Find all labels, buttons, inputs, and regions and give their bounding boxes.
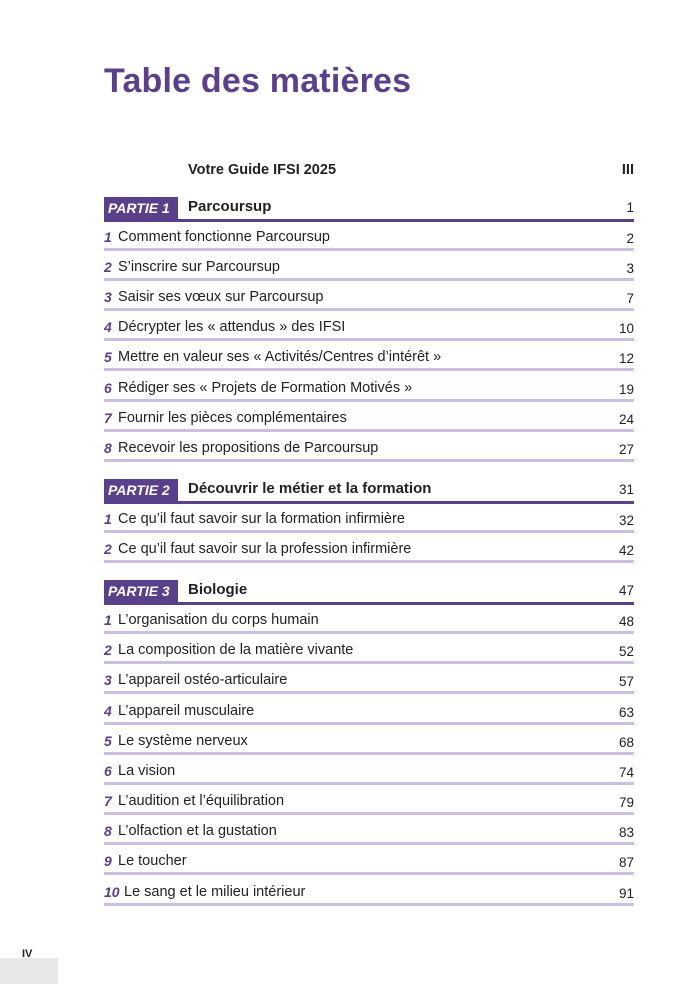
- chapter-number: 9: [104, 853, 112, 869]
- toc-chapter-row[interactable]: [104, 732, 634, 755]
- chapter-title: L’audition et l’équilibration: [118, 793, 285, 809]
- chapter-page: 42: [618, 543, 634, 558]
- chapter-title: Recevoir les propositions de Parcoursup: [118, 440, 379, 456]
- toc-intro-entry[interactable]: [104, 160, 634, 182]
- toc-chapter-row[interactable]: [104, 288, 634, 311]
- chapter-page: 74: [618, 765, 634, 780]
- chapter-page: 87: [618, 855, 634, 870]
- chapter-number: 1: [104, 612, 112, 628]
- intro-label: Votre Guide IFSI 2025: [188, 162, 337, 178]
- chapter-page: 2: [626, 231, 634, 246]
- chapter-number: 8: [104, 823, 112, 839]
- chapter-title: Décrypter les « attendus » des IFSI: [118, 319, 346, 335]
- toc-chapter-row[interactable]: [104, 318, 634, 341]
- chapter-number: 2: [104, 642, 112, 658]
- part-1-header[interactable]: [104, 197, 634, 222]
- toc-chapter-row[interactable]: [104, 540, 634, 563]
- part-page: 31: [618, 482, 634, 497]
- chapter-title: La composition de la matière vivante: [118, 642, 354, 658]
- part-3-header[interactable]: [104, 580, 634, 605]
- part-title: Biologie: [188, 581, 248, 598]
- chapter-page: 19: [618, 382, 634, 397]
- toc-chapter-row[interactable]: [104, 852, 634, 875]
- toc-chapter-row[interactable]: [104, 379, 634, 402]
- chapter-number: 3: [104, 672, 112, 688]
- toc-chapter-row[interactable]: [104, 439, 634, 462]
- chapter-number: 8: [104, 440, 112, 456]
- toc-chapter-row[interactable]: [104, 510, 634, 533]
- intro-page: III: [621, 162, 634, 178]
- chapter-page: 63: [618, 705, 634, 720]
- chapter-number: 4: [104, 319, 112, 335]
- chapter-page: 24: [618, 412, 634, 427]
- chapter-title: La vision: [118, 763, 176, 779]
- chapter-title: Comment fonctionne Parcoursup: [118, 229, 330, 245]
- toc-chapter-row[interactable]: [104, 258, 634, 281]
- chapter-page: 27: [618, 442, 634, 457]
- chapter-title: L’appareil ostéo-articulaire: [118, 672, 288, 688]
- toc-chapter-row[interactable]: [104, 792, 634, 815]
- chapter-title: Fournir les pièces complémentaires: [118, 410, 347, 426]
- chapter-number: 4: [104, 703, 112, 719]
- page-title: Table des matières: [104, 62, 412, 100]
- chapter-page: 48: [618, 614, 634, 629]
- chapter-page: 83: [618, 825, 634, 840]
- toc-chapter-row[interactable]: [104, 883, 634, 906]
- part-badge: PARTIE 1: [104, 197, 178, 219]
- chapter-number: 5: [104, 733, 112, 749]
- toc-chapter-row[interactable]: [104, 702, 634, 725]
- chapter-page: 52: [618, 644, 634, 659]
- chapter-page: 68: [618, 735, 634, 750]
- chapter-number: 1: [104, 511, 112, 527]
- chapter-number: 6: [104, 763, 112, 779]
- chapter-title: Saisir ses vœux sur Parcoursup: [118, 289, 324, 305]
- chapter-title: Le système nerveux: [118, 733, 248, 749]
- chapter-title: Le toucher: [118, 853, 187, 869]
- chapter-page: 3: [626, 261, 634, 276]
- toc-chapter-row[interactable]: [104, 762, 634, 785]
- part-2-header[interactable]: [104, 479, 634, 504]
- chapter-number: 2: [104, 259, 112, 275]
- page-corner-tab: [0, 958, 58, 984]
- page-folio: IV: [22, 948, 33, 960]
- part-title: Parcoursup: [188, 198, 272, 215]
- chapter-number: 6: [104, 380, 112, 396]
- chapter-page: 7: [626, 291, 634, 306]
- chapter-title: Le sang et le milieu intérieur: [124, 884, 306, 900]
- toc-chapter-row[interactable]: [104, 671, 634, 694]
- chapter-number: 1: [104, 229, 112, 245]
- toc-chapter-row[interactable]: [104, 348, 634, 371]
- part-title: Découvrir le métier et la formation: [188, 480, 432, 497]
- part-badge: PARTIE 3: [104, 580, 178, 602]
- part-page: 47: [618, 583, 634, 598]
- chapter-title: S’inscrire sur Parcoursup: [118, 259, 280, 275]
- chapter-number: 7: [104, 793, 112, 809]
- chapter-number: 5: [104, 349, 112, 365]
- chapter-page: 57: [618, 674, 634, 689]
- chapter-number: 10: [104, 884, 120, 900]
- toc-chapter-row[interactable]: [104, 822, 634, 845]
- chapter-title: L’organisation du corps humain: [118, 612, 319, 628]
- toc-chapter-row[interactable]: [104, 611, 634, 634]
- chapter-title: L’olfaction et la gustation: [118, 823, 277, 839]
- chapter-page: 12: [618, 351, 634, 366]
- chapter-title: Ce qu’il faut savoir sur la profession infirmière: [118, 541, 412, 557]
- chapter-title: Rédiger ses « Projets de Formation Motivés »: [118, 380, 413, 396]
- chapter-page: 91: [618, 886, 634, 901]
- chapter-title: L’appareil musculaire: [118, 703, 255, 719]
- chapter-title: Ce qu’il faut savoir sur la formation infirmière: [118, 511, 405, 527]
- chapter-title: Mettre en valeur ses « Activités/Centres d’intérêt »: [118, 349, 442, 365]
- chapter-page: 32: [618, 513, 634, 528]
- chapter-page: 10: [618, 321, 634, 336]
- chapter-number: 2: [104, 541, 112, 557]
- chapter-number: 3: [104, 289, 112, 305]
- part-page: 1: [626, 200, 634, 215]
- toc-chapter-row[interactable]: [104, 641, 634, 664]
- toc-chapter-row[interactable]: [104, 409, 634, 432]
- toc-chapter-row[interactable]: [104, 228, 634, 251]
- chapter-page: 79: [618, 795, 634, 810]
- chapter-number: 7: [104, 410, 112, 426]
- part-badge: PARTIE 2: [104, 479, 178, 501]
